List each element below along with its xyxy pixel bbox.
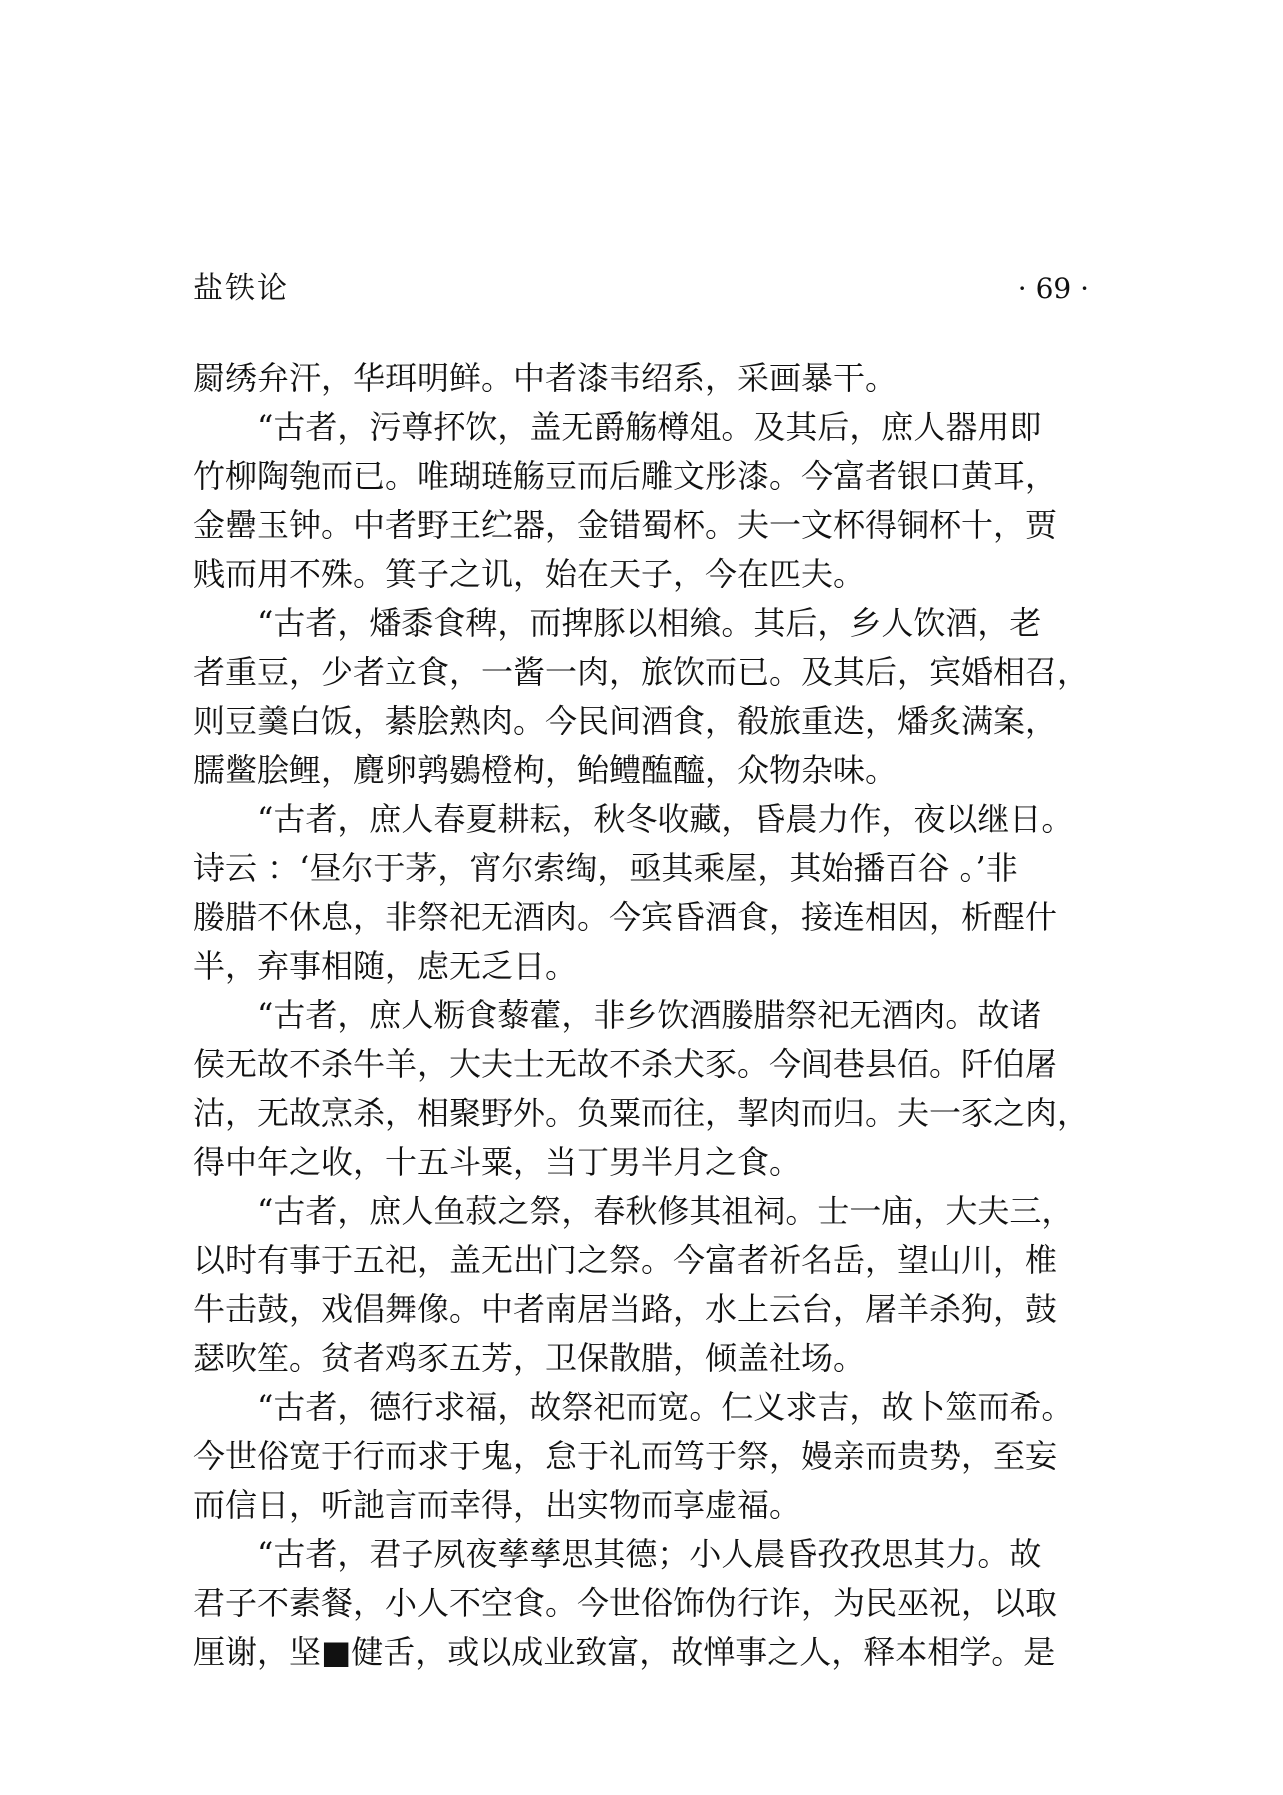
- text-line: 诗云 ：‘昼尔于茅，宵尔索绹，亟其乘屋，其始播百谷 。’非: [193, 849, 1018, 887]
- page-header: [193, 264, 1089, 314]
- text-line: “古者，庶人鱼菽之祭，春秋修其祖祠。士一庙，大夫三，: [257, 1192, 1074, 1230]
- text-line: 罽绣弁汗，华珥明鲜。中者漆韦绍系，采画暴干。: [193, 359, 898, 397]
- text-line: 牛击鼓，戏倡舞像。中者南居当路，水上云台，屠羊杀狗，鼓: [193, 1290, 1058, 1328]
- text-line: 竹柳陶匏而已。唯瑚琏觞豆而后雕文彤漆。今富者银口黄耳，: [193, 457, 1058, 495]
- text-line: “古者，庶人春夏耕耘，秋冬收藏，昏晨力作，夜以继日。: [257, 800, 1074, 838]
- text-line: 得中年之收，十五斗粟，当丁男半月之食。: [193, 1143, 802, 1181]
- text-line: 金罍玉钟。中者野王纻器，金错蜀杯。夫一文杯得铜杯十，贾: [193, 506, 1058, 544]
- page-number: · 69 ·: [1017, 272, 1089, 305]
- text-line: 半，弃事相随，虑无乏日。: [193, 947, 578, 985]
- text-line: 以时有事于五祀，盖无出门之祭。今富者祈名岳，望山川，椎: [193, 1241, 1058, 1279]
- text-line: 厘谢，坚■健舌，或以成业致富，故惮事之人，释本相学。是: [193, 1633, 1056, 1671]
- text-line: 臑鳖脍鲤，麑卵鹑鷃橙枸，鲐鳢醢醯，众物杂味。: [193, 751, 898, 789]
- text-line: “古者，污尊抔饮，盖无爵觞樽俎。及其后，庶人器用即: [257, 408, 1042, 446]
- text-line: 君子不素餐，小人不空食。今世俗饰伪行诈，为民巫祝，以取: [193, 1584, 1058, 1622]
- text-line: “古者，庶人粝食藜藿，非乡饮酒媵腊祭祀无酒肉。故诸: [257, 996, 1042, 1034]
- text-line: 沽，无故烹杀，相聚野外。负粟而往，挈肉而归。夫一豕之肉，: [193, 1094, 1090, 1132]
- text-line: 者重豆，少者立食，一酱一肉，旅饮而已。及其后，宾婚相召，: [193, 653, 1090, 691]
- text-line: 媵腊不休息，非祭祀无酒肉。今宾昏酒食，接连相因，析酲什: [193, 898, 1058, 936]
- text-line: “古者，德行求福，故祭祀而宽。仁义求吉，故卜筮而希。: [257, 1388, 1074, 1426]
- text-line: 而信日，听訑言而幸得，出实物而享虚福。: [193, 1486, 802, 1524]
- text-line: 则豆羹白饭，綦脍熟肉。今民间酒食，殽旅重迭，燔炙满案，: [193, 702, 1058, 740]
- text-line: “古者，君子夙夜孳孳思其德；小人晨昏孜孜思其力。故: [257, 1535, 1042, 1573]
- book-title: 盐铁论: [193, 271, 289, 306]
- text-line: 贱而用不殊。箕子之讥，始在天子，今在匹夫。: [193, 555, 866, 593]
- text-line: 侯无故不杀牛羊，大夫士无故不杀犬豕。今闾巷县佰。阡伯屠: [193, 1045, 1058, 1083]
- text-line: 今世俗宽于行而求于鬼，怠于礼而笃于祭，嫚亲而贵势，至妄: [193, 1437, 1058, 1475]
- text-line: 瑟吹笙。贫者鸡豕五芳，卫保散腊，倾盖社场。: [193, 1339, 866, 1377]
- body-text: [193, 354, 1093, 1677]
- text-line: “古者，燔黍食稗，而捭豚以相飨。其后，乡人饮酒，老: [257, 604, 1042, 642]
